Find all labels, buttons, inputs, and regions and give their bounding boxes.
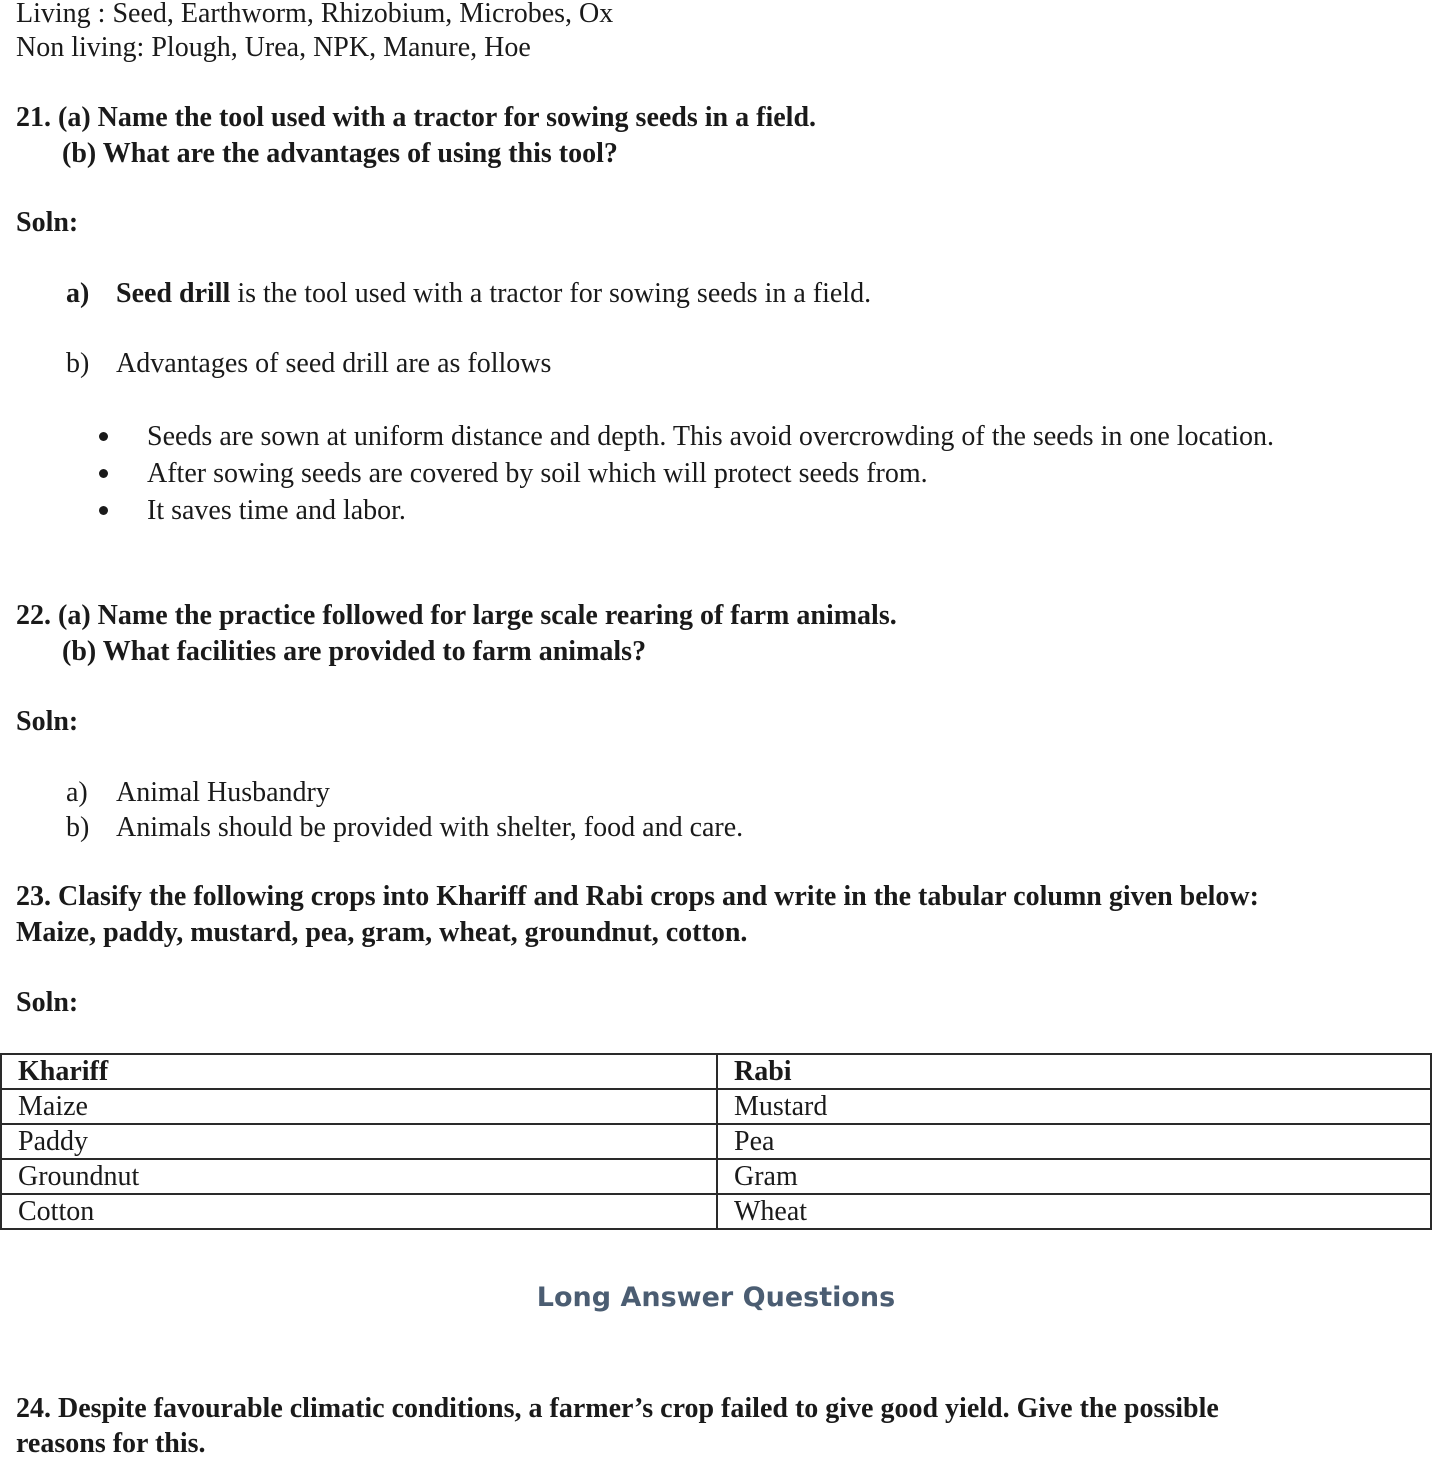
crops-table [0, 1053, 1432, 1230]
table-header-row [1, 1054, 1431, 1089]
q22-answer-b: Animals should be provided with shelter, food and care. [116, 812, 744, 843]
q21-part-a: 21. (a) Name the tool used with a tractor for sowing seeds in a field. [16, 102, 817, 133]
table-row [1, 1089, 1431, 1124]
table-row [1, 1124, 1431, 1159]
header-rabi: Rabi [717, 1054, 1431, 1089]
q21-soln-label: Soln: [16, 207, 79, 238]
table-cell: Maize [1, 1089, 717, 1124]
q21-answer-a [116, 280, 871, 308]
table-cell: Groundnut [1, 1159, 717, 1194]
living-list: Living : Seed, Earthworm, Rhizobium, Microbes, Ox [16, 0, 614, 29]
bullet-item: It saves time and labor. [147, 495, 406, 526]
q24-line2: reasons for this. [16, 1428, 206, 1459]
bullet-item: Seeds are sown at uniform distance and depth. This avoid overcrowding of the seeds in one location. [147, 421, 1274, 452]
bullet-icon [99, 506, 108, 515]
table-cell: Cotton [1, 1194, 717, 1229]
q22-part-a: 22. (a) Name the practice followed for large scale rearing of farm animals. [16, 600, 897, 631]
q22-answer-a-marker: a) [66, 777, 88, 808]
q22-part-b: (b) What facilities are provided to farm animals? [62, 636, 647, 667]
answer-bold-term: Seed drill [116, 278, 231, 309]
section-heading: Long Answer Questions [536, 1282, 896, 1313]
table-cell: Paddy [1, 1124, 717, 1159]
table-cell: Mustard [717, 1089, 1431, 1124]
table-cell: Gram [717, 1159, 1431, 1194]
table-row [1, 1159, 1431, 1194]
answer-rest: is the tool used with a tractor for sowing seeds in a field. [230, 278, 872, 309]
header-khariff: Khariff [1, 1054, 717, 1089]
q22-answer-b-marker: b) [66, 812, 90, 843]
table-cell: Pea [717, 1124, 1431, 1159]
table-row [1, 1194, 1431, 1229]
q22-soln-label: Soln: [16, 706, 79, 737]
q22-answer-a: Animal Husbandry [116, 777, 330, 808]
bullet-icon [99, 469, 108, 478]
bullet-icon [99, 432, 108, 441]
bullet-item: After sowing seeds are covered by soil which will protect seeds from. [147, 458, 928, 489]
q23-line1: 23. Clasify the following crops into Khariff and Rabi crops and write in the tabular column given below: [16, 881, 1259, 912]
q21-part-b: (b) What are the advantages of using this tool? [62, 138, 618, 169]
q23-line2: Maize, paddy, mustard, pea, gram, wheat, groundnut, cotton. [16, 917, 748, 948]
non-living-list: Non living: Plough, Urea, NPK, Manure, Hoe [16, 32, 531, 63]
q24-line1: 24. Despite favourable climatic conditions, a farmer’s crop failed to give good yield. Give the possible [16, 1393, 1219, 1424]
q23-soln-label: Soln: [16, 987, 79, 1018]
q21-answer-b: Advantages of seed drill are as follows [116, 348, 552, 379]
table-cell: Wheat [717, 1194, 1431, 1229]
q21-answer-b-marker: b) [66, 348, 90, 379]
q21-answer-a-marker: a) [66, 278, 90, 309]
